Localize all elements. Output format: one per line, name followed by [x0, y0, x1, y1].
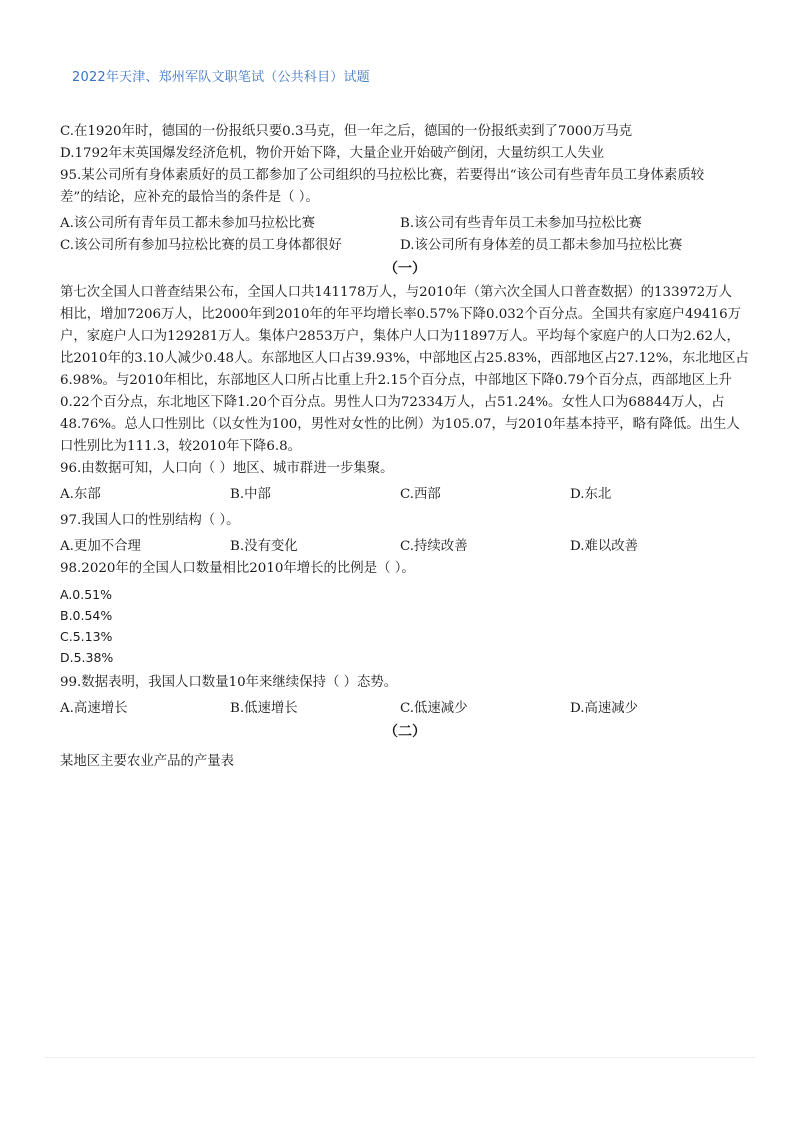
- q95-option-b: B.该公司有些青年员工未参加马拉松比赛: [400, 216, 642, 231]
- q95-option-c: C.该公司所有参加马拉松比赛的员工身体都很好: [60, 238, 342, 253]
- q95-option-a: A.该公司所有青年员工都未参加马拉松比赛: [60, 216, 315, 231]
- passage-line: 6.98%。与2010年相比，东部地区人口所占比重上升2.15个百分点，中部地区下降0.79个百分点，西部地区上升: [60, 373, 732, 388]
- passage-line: 口性别比为111.3，较2010年下降6.8。: [60, 439, 302, 454]
- q96-option-b: B.中部: [230, 487, 271, 502]
- passage-line: 相比，增加7206万人，比2000年到2010年的年平均增长率0.57%下降0.032个百分点。全国共有家庭户49416万: [60, 307, 741, 322]
- q98-option-b: B.0.54%: [60, 608, 113, 623]
- q98-options: [60, 584, 750, 668]
- section-1-heading: （一）: [384, 261, 426, 277]
- q97-option-b: B.没有变化: [230, 539, 298, 554]
- q95-stem-line2: 差”的结论，应补充的最恰当的条件是（ ）。: [60, 190, 319, 205]
- question-95: [60, 165, 750, 257]
- question-97: [60, 510, 750, 558]
- q96-option-c: C.西部: [400, 487, 441, 502]
- q98-option-d: D.5.38%: [60, 650, 114, 665]
- q99-option-c: C.低速减少: [400, 701, 468, 716]
- footer-divider: [44, 1057, 756, 1058]
- q94-options: [60, 121, 750, 165]
- q97-option-d: D.难以改善: [570, 539, 639, 554]
- q96-options: [60, 484, 750, 506]
- q98-stem: 98.2020年的全国人口数量相比2010年增长的比例是（ ）。: [60, 561, 415, 576]
- q94-option-c: C.在1920年时，德国的一份报纸只要0.3马克，但一年之后，德国的一份报纸卖到了7000万马克: [60, 124, 633, 139]
- section-2-heading: （二）: [384, 724, 426, 740]
- q96-stem: 96.由数据可知，人口向（ ）地区、城市群进一步集聚。: [60, 461, 394, 476]
- passage-line: 比2010年的3.10人减少0.48人。东部地区人口占39.93%，中部地区占25.83%，西部地区占27.12%，东北地区占: [60, 351, 749, 366]
- q96-option-a: A.东部: [60, 487, 101, 502]
- q97-option-c: C.持续改善: [400, 539, 468, 554]
- q97-option-a: A.更加不合理: [60, 539, 141, 554]
- passage-line: 0.22个百分点，东北地区下降1.20个百分点。男性人口为72334万人，占51.24%。女性人口为68844万人，占: [60, 395, 725, 410]
- question-96: [60, 458, 750, 506]
- passage-line: 户，家庭户人口为129281万人。集体户2853万户，集体户人口为11897万人。平均每个家庭户的人口为2.62人，: [60, 329, 740, 344]
- page-content: [60, 121, 750, 773]
- q99-options: [60, 698, 750, 720]
- question-99: [60, 672, 750, 720]
- q98-option-c: C.5.13%: [60, 629, 113, 644]
- header-title: 2022年天津、郑州军队文职笔试（公共科目）试题: [72, 70, 370, 85]
- q99-stem: 99.数据表明，我国人口数量10年来继续保持（ ）态势。: [60, 675, 398, 690]
- q99-option-a: A.高速增长: [60, 701, 128, 716]
- q95-options-row1: [60, 213, 750, 235]
- q97-stem: 97.我国人口的性别结构（ ）。: [60, 513, 240, 528]
- section-2-lead: 某地区主要农业产品的产量表: [60, 754, 235, 769]
- q97-options: [60, 536, 750, 558]
- question-98: [60, 558, 750, 668]
- q96-option-d: D.东北: [570, 487, 612, 502]
- q98-option-a: A.0.51%: [60, 587, 113, 602]
- q94-option-d: D.1792年末英国爆发经济危机，物价开始下降，大量企业开始破产倒闭，大量纺织工人失业: [60, 146, 605, 161]
- q99-option-b: B.低速增长: [230, 701, 298, 716]
- q95-options-row2: [60, 235, 750, 257]
- passage-line: 48.76%。总人口性别比（以女性为100，男性对女性的比例）为105.07，与2010年基本持平，略有降低。出生人: [60, 417, 740, 432]
- section-1-passage: [60, 282, 750, 458]
- q95-stem-line1: 95.某公司所有身体素质好的员工都参加了公司组织的马拉松比赛，若要得出“该公司有些青年员工身体素质较: [60, 168, 705, 183]
- q99-option-d: D.高速减少: [570, 701, 639, 716]
- q95-option-d: D.该公司所有身体差的员工都未参加马拉松比赛: [400, 238, 683, 253]
- passage-line: 第七次全国人口普查结果公布，全国人口共141178万人，与2010年（第六次全国人口普查数据）的133972万人: [60, 285, 732, 300]
